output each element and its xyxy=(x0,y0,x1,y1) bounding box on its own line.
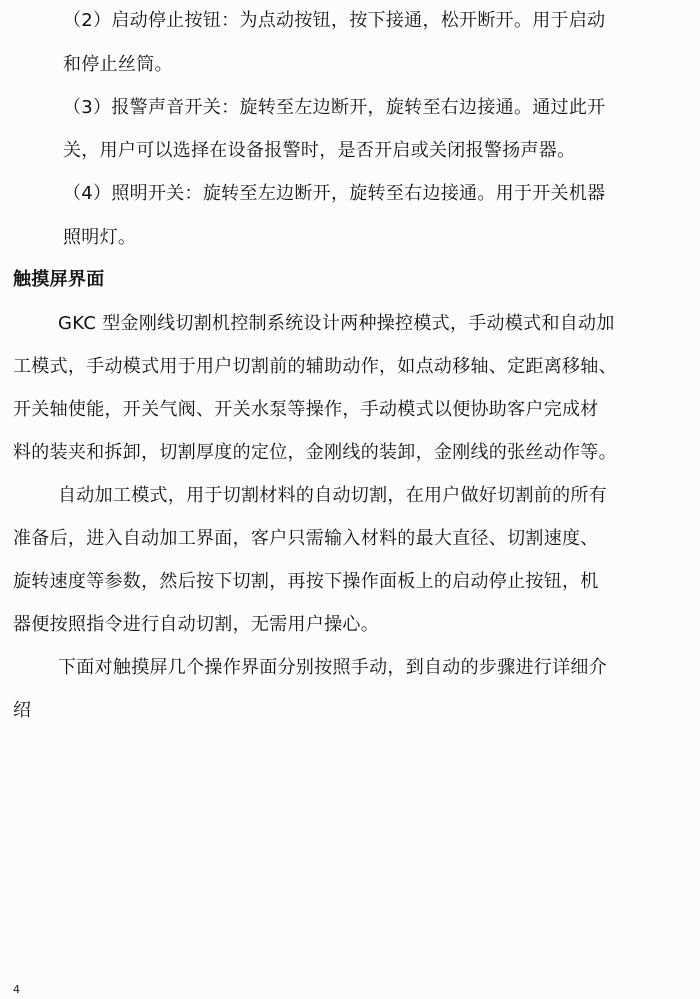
page-number: 4 xyxy=(13,983,20,996)
paragraph-2-line-1: 自动加工模式，用于切割材料的自动切割，在用户做好切割前的所有 xyxy=(58,485,607,506)
paragraph-1-line-1: GKC 型金刚线切割机控制系统设计两种操控模式，手动模式和自动加 xyxy=(58,313,615,334)
paragraph-2-line-4: 器便按照指令进行自动切割，无需用户操心。 xyxy=(13,614,379,635)
list-item-4-line-1: （4）照明开关：旋转至左边断开，旋转至右边接通。用于开关机器 xyxy=(63,183,606,204)
list-item-2-line-2: 和停止丝筒。 xyxy=(63,54,173,75)
list-item-3-line-1: （3）报警声音开关：旋转至左边断开，旋转至右边接通。通过此开 xyxy=(63,97,606,118)
list-item-4-line-2: 照明灯。 xyxy=(63,227,137,248)
paragraph-1-line-4: 料的装夹和拆卸，切割厚度的定位，金刚线的装卸，金刚线的张丝动作等。 xyxy=(13,442,617,463)
list-item-3-line-2: 关，用户可以选择在设备报警时，是否开启或关闭报警扬声器。 xyxy=(63,140,576,161)
paragraph-3-line-2: 绍 xyxy=(13,700,32,721)
list-item-2-line-1: （2）启动停止按钮：为点动按钮，按下接通，松开断开。用于启动 xyxy=(63,10,606,31)
paragraph-2-line-3: 旋转速度等参数，然后按下切割，再按下操作面板上的启动停止按钮，机 xyxy=(13,571,599,592)
paragraph-3-line-1: 下面对触摸屏几个操作界面分别按照手动，到自动的步骤进行详细介 xyxy=(58,657,607,678)
paragraph-1-line-2: 工模式，手动模式用于用户切割前的辅助动作，如点动移轴、定距离移轴、 xyxy=(13,356,617,377)
paragraph-1-line-3: 开关轴使能，开关气阀、开关水泵等操作，手动模式以便协助客户完成材 xyxy=(13,399,599,420)
section-heading: 触摸屏界面 xyxy=(13,269,105,290)
paragraph-2-line-2: 准备后，进入自动加工界面，客户只需输入材料的最大直径、切割速度、 xyxy=(13,528,599,549)
